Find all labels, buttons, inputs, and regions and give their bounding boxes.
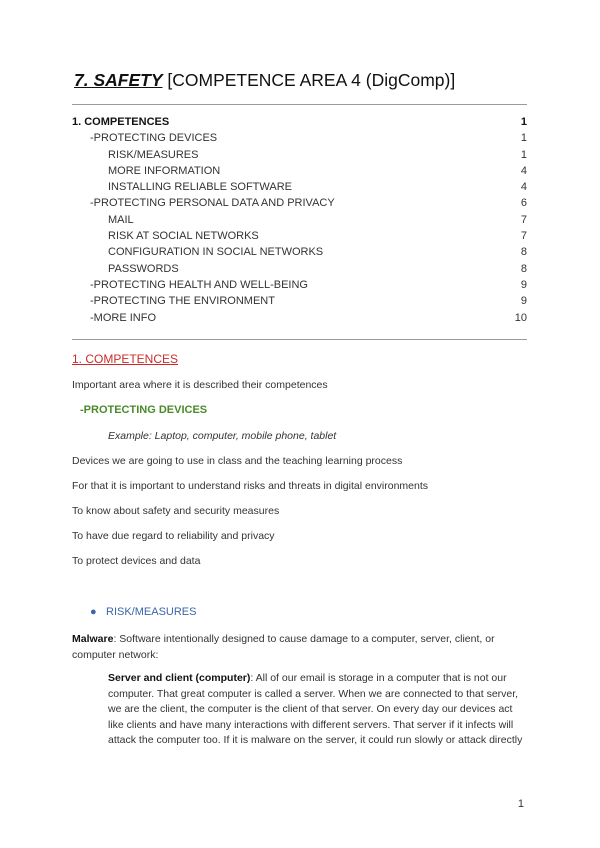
- paragraph: Devices we are going to use in class and the teaching learning process: [72, 455, 403, 467]
- title-number: 7. SAFETY: [74, 70, 163, 90]
- toc-entry-page[interactable]: 1: [520, 116, 527, 128]
- toc-entry-page[interactable]: 7: [520, 230, 527, 243]
- paragraph: For that it is important to understand risks and threats in digital environments: [72, 480, 429, 492]
- paragraph: To know about safety and security measures: [72, 505, 280, 517]
- toc-entry-label[interactable]: -PROTECTING THE ENVIRONMENT: [90, 295, 275, 308]
- toc-entry-label[interactable]: -PROTECTING DEVICES: [90, 132, 218, 145]
- bullet-icon: ●: [90, 606, 97, 618]
- toc-entry[interactable]: [72, 130, 527, 146]
- toc-bottom-divider: [72, 339, 527, 340]
- toc-entry[interactable]: [72, 212, 527, 228]
- toc-entry-page[interactable]: 10: [514, 311, 527, 324]
- toc-entry-label[interactable]: CONFIGURATION IN SOCIAL NETWORKS: [108, 246, 324, 259]
- toc-entry-page[interactable]: 8: [520, 246, 527, 259]
- toc-entry[interactable]: [72, 293, 527, 309]
- server-client-definition: [108, 671, 528, 749]
- server-term: Server and client (computer): [108, 672, 251, 684]
- toc-entry-label[interactable]: RISK/MEASURES: [108, 148, 199, 161]
- malware-definition: [72, 632, 532, 663]
- toc-entry-page[interactable]: 4: [520, 181, 527, 194]
- toc-entry-label[interactable]: PASSWORDS: [108, 262, 179, 275]
- bullet-item: [90, 606, 196, 618]
- toc-entry[interactable]: [72, 195, 527, 211]
- toc-entry-page[interactable]: 6: [520, 197, 527, 210]
- toc-entry[interactable]: [72, 277, 527, 293]
- example-line: Example: Laptop, computer, mobile phone, tablet: [108, 430, 337, 442]
- toc-entry-label[interactable]: -MORE INFO: [90, 311, 156, 324]
- malware-text: : Software intentionally designed to cause damage to a computer, server, client, or computer network:: [72, 633, 495, 661]
- bullet-label: RISK/MEASURES: [106, 606, 197, 618]
- toc-entry-page[interactable]: 4: [520, 164, 527, 177]
- subsection-heading: -PROTECTING DEVICES: [80, 404, 208, 416]
- paragraph: To have due regard to reliability and privacy: [72, 530, 275, 542]
- page-number: 1: [517, 798, 524, 810]
- toc-entry-label[interactable]: MORE INFORMATION: [108, 164, 221, 177]
- toc-entry[interactable]: [72, 147, 527, 163]
- toc-entry-page[interactable]: 9: [520, 295, 527, 308]
- table-of-contents: [72, 114, 527, 326]
- server-text: : All of our email is storage in a computer that is not our computer. That great computer is called a server. When we are connected to that server, we are the client, the computer is the client of that server. On every day our devices act like clients and have many interactions with different servers. That server if it infects will attack the computer too. If it is malware on the server, it could run slowly or attack directly: [108, 672, 523, 746]
- toc-entry[interactable]: [72, 163, 527, 179]
- toc-entry-label[interactable]: -PROTECTING HEALTH AND WELL-BEING: [90, 278, 308, 291]
- toc-entry-label[interactable]: MAIL: [108, 213, 134, 226]
- paragraph: To protect devices and data: [72, 555, 201, 567]
- toc-entry-page[interactable]: 1: [520, 148, 527, 161]
- toc-entry[interactable]: [72, 310, 527, 326]
- section-heading[interactable]: 1. COMPETENCES: [72, 352, 179, 366]
- toc-entry-label[interactable]: INSTALLING RELIABLE SOFTWARE: [108, 181, 292, 194]
- toc-entry[interactable]: [72, 261, 527, 277]
- top-divider: [72, 104, 527, 105]
- toc-entry-label[interactable]: -PROTECTING PERSONAL DATA AND PRIVACY: [90, 197, 335, 210]
- toc-entry[interactable]: [72, 244, 527, 260]
- toc-entry-label[interactable]: RISK AT SOCIAL NETWORKS: [108, 230, 259, 243]
- title-rest: [COMPETENCE AREA 4 (DigComp)]: [167, 70, 456, 90]
- toc-entry[interactable]: [72, 228, 527, 244]
- toc-entry-page[interactable]: 7: [520, 213, 527, 226]
- toc-entry[interactable]: [72, 179, 527, 195]
- toc-entry[interactable]: [72, 114, 527, 130]
- toc-entry-page[interactable]: 9: [520, 278, 527, 291]
- malware-term: Malware: [72, 633, 114, 645]
- toc-entry-page[interactable]: 1: [520, 132, 527, 145]
- toc-entry-page[interactable]: 8: [520, 262, 527, 275]
- toc-entry-label[interactable]: 1. COMPETENCES: [72, 116, 170, 128]
- document-title: [74, 70, 455, 91]
- intro-paragraph: Important area where it is described their competences: [72, 379, 328, 391]
